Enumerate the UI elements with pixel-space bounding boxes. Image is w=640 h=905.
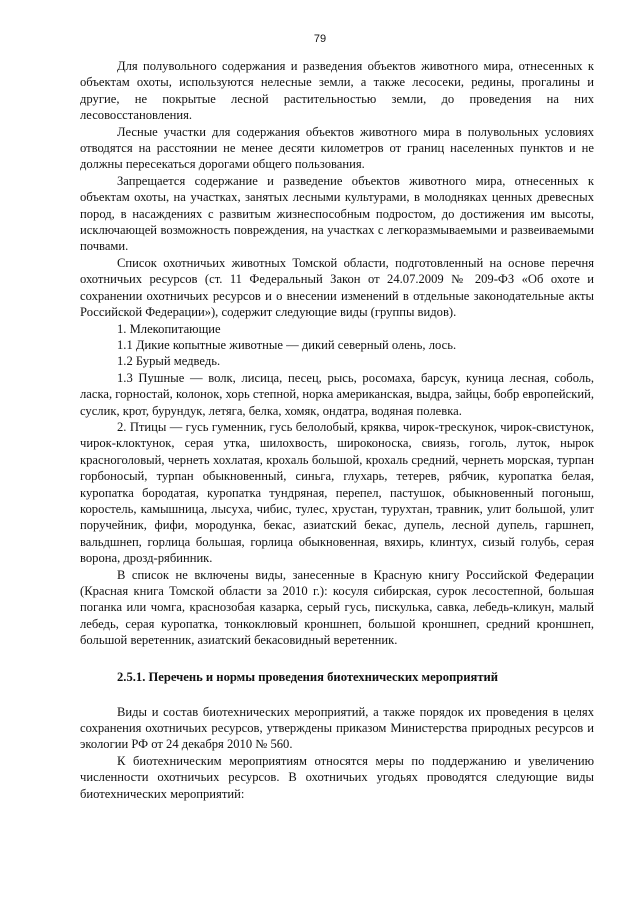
page-number: 79 <box>313 33 327 45</box>
list-item-ungulates: 1.1 Дикие копытные животные — дикий северный олень, лось. <box>117 337 457 352</box>
document-body <box>80 58 594 802</box>
list-item-mammals: 1. Млекопитающие <box>117 321 221 336</box>
paragraph: Список охотничьих животных Томской области, подготовленный на основе перечня охотничьих ресурсов (ст. 11 Федеральный Закон от 24.07.2009 № 209-ФЗ «Об охоте и сохранении охотничьих ресурсов и о внесении изменений в отдельные законодательные акты Российской Федерации»), содержит следующие виды (группы видов). <box>80 255 594 320</box>
list-item-birds: 2. Птицы — гусь гуменник, гусь белолобый, кряква, чирок-трескунок, чирок-свистунок, чирок-клоктунок, серая утка, шилохвость, широконоска, свиязь, гоголь, луток, нырок красноголовый, чернеть хохлатая, крохаль большой, крохаль средний, чернеть морская, турпан горбоносый, турпан обыкновенный, синьга, глухарь, тетерев, рябчик, куропатка белая, куропатка бородатая, куропатка тундряная, перепел, пастушок, обыкновенный погоныш, коростель, камышница, лысуха, чибис, тулес, хрустан, турухтан, травник, улит большой, улит поручейник, фифи, мородунка, бекас, азиатский бекас, дупель, лесной дупель, гаршнеп, вальдшнеп, горлица большая, горлица обыкновенная, вяхирь, клинтух, сизый голубь, серая ворона, дрозд-рябинник. <box>80 419 594 566</box>
paragraph: Виды и состав биотехнических мероприятий, а также порядок их проведения в целях сохранения охотничьих ресурсов, утверждены приказом Министерства природных ресурсов и экологии РФ от 24 декабря 2010 № 560. <box>80 704 594 752</box>
section-heading: 2.5.1. Перечень и нормы проведения биотехнических мероприятий <box>117 669 499 684</box>
paragraph: Лесные участки для содержания объектов животного мира в полувольных условиях отводятся на расстоянии не менее десяти километров от границ населенных пунктов и не должны пересекаться дорогами общего пользования. <box>80 124 594 172</box>
list-item-furbearers: 1.3 Пушные — волк, лисица, песец, рысь, росомаха, барсук, куница лесная, соболь, ласка, горностай, колонок, хорь степной, норка американская, выдра, зайцы, бобр европейский, суслик, крот, бурундук, летяга, белка, хомяк, ондатра, водяная полевка. <box>80 370 594 418</box>
paragraph: Запрещается содержание и разведение объектов животного мира, отнесенных к объектам охоты, на участках, занятых лесными культурами, в молодняках ценных древесных пород, в насаждениях с развитым жизнеспособным подростом, до достижения им высоты, исключающей возможность повреждения, на участках с легкоразмываемыми и развеиваемыми почвами. <box>80 173 594 254</box>
list-item-bear: 1.2 Бурый медведь. <box>117 354 221 369</box>
paragraph: К биотехническим мероприятиям относятся меры по поддержанию и увеличению численности охотничьих ресурсов. В охотничьих угодьях проводятся следующие виды биотехнических мероприятий: <box>80 753 594 801</box>
paragraph: В список не включены виды, занесенные в Красную книгу Российской Федерации (Красная книга Томской области за 2010 г.): косуля сибирская, сурок лесостепной, большая поганка или чомга, краснозобая казарка, серый гусь, пискулька, савка, лебедь-кликун, малый лебедь, серая куропатка, тонкоклювый кроншнеп, большой кроншнеп, средний кроншнеп, большой веретенник, азиатский бекасовидный веретенник. <box>80 567 594 648</box>
paragraph: Для полувольного содержания и разведения объектов животного мира, отнесенных к объектам охоты, используются нелесные земли, а также лесосеки, редины, прогалины и другие, не покрытые лесной растительностью земли, до проведения на них лесовосстановления. <box>80 59 594 123</box>
